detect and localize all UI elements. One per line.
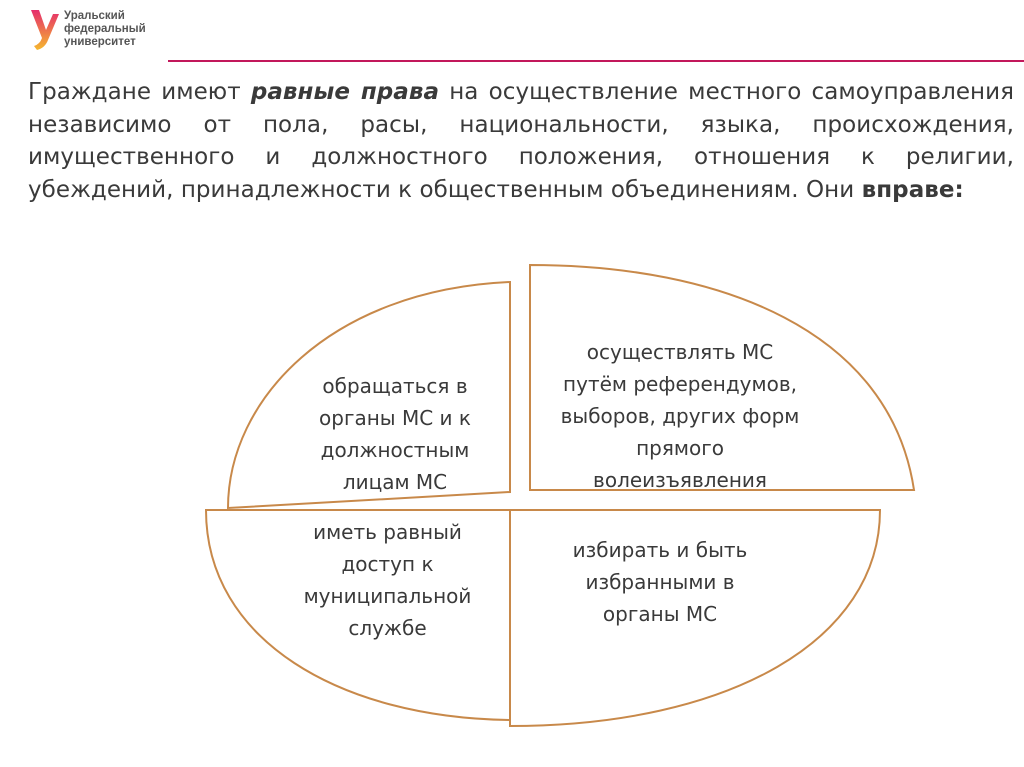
quadrant-text-line: обращаться в [322, 374, 468, 398]
quadrant-text-line: избранными в [585, 570, 735, 594]
logo-line-2: федеральный [64, 23, 146, 35]
intro-emphasis-entitled: вправе: [861, 176, 964, 203]
quadrant-text-line: выборов, других форм [560, 404, 800, 428]
quadrant-text-line: прямого [636, 436, 724, 460]
quadrant-text-line: избирать и быть [572, 538, 748, 562]
intro-text-1: Граждане имеют [28, 79, 251, 105]
quadrant-text-line: осуществлять МС [586, 340, 774, 364]
intro-text-2: на осуществление местного самоуправления независимо от пола, расы, национальности, языка, происхождения, имущественного и должностного положения, отношения к религии, убеждений, принадлежности к общественным объединениям. Они [28, 79, 1014, 203]
quadrant-top-right-text [535, 336, 825, 496]
quadrant-text-line: органы МС и к [319, 406, 471, 430]
quadrant-text-line: муниципальной [303, 584, 472, 608]
logo-line-1: Уральский [64, 10, 125, 22]
quadrant-text-line: лицам МС [342, 470, 448, 494]
quadrant-top-left-text [290, 370, 500, 498]
quadrant-text-line: органы МС [602, 602, 718, 626]
quadrant-bottom-left-text [275, 516, 500, 644]
quadrant-text-line: доступ к [341, 552, 434, 576]
quadrant-text-line: путём референдумов, [563, 372, 797, 396]
quadrant-text-line: волеизъявления [593, 468, 767, 492]
intro-emphasis-equal-rights: равные права [250, 79, 440, 105]
quadrant-text-line: службе [348, 616, 427, 640]
quadrant-text-line: должностным [320, 438, 470, 462]
quadrant-text-line: иметь равный [313, 520, 462, 544]
logo-line-3: университет [64, 36, 136, 48]
quadrant-bottom-right-text [545, 534, 775, 630]
